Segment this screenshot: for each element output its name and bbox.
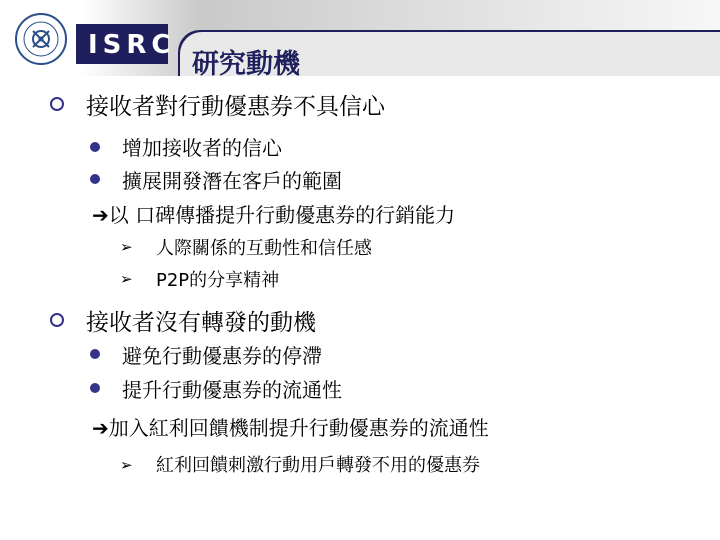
bullet-dot-icon <box>90 349 100 359</box>
page-title: 研究動機 <box>192 49 300 80</box>
arrow-line <box>92 199 455 228</box>
bullet-dot-icon <box>90 174 100 184</box>
sub-bullet-arrowhead-icon: ➢ <box>120 238 133 256</box>
bullet-item: 提升行動優惠券的流通性 <box>122 378 342 402</box>
section-bullet-icon <box>50 97 64 111</box>
sub-bullet-arrowhead-icon: ➢ <box>120 270 133 288</box>
sub-bullet-arrowhead-icon: ➢ <box>120 456 133 474</box>
arrow-line <box>92 412 489 441</box>
section-heading: 接收者沒有轉發的動機 <box>86 310 316 336</box>
arrow-line-text: 以 口碑傳播提升行動優惠券的行銷能力 <box>108 203 456 227</box>
arrow-right-icon: ➔ <box>92 416 109 440</box>
bullet-dot-icon <box>90 142 100 152</box>
arrow-right-icon: ➔ <box>92 203 109 227</box>
sub-bullet-item: P2P的分享精神 <box>156 270 280 291</box>
sub-bullet-item: 人際關係的互動性和信任感 <box>156 238 372 259</box>
university-seal-logo <box>14 12 68 66</box>
bullet-item: 避免行動優惠券的停滯 <box>122 344 322 368</box>
sub-bullet-item: 紅利回饋刺激行動用戶轉發不用的優惠券 <box>156 455 480 476</box>
bullet-dot-icon <box>90 383 100 393</box>
bullet-item: 增加接收者的信心 <box>122 136 282 160</box>
bullet-item: 擴展開發潛在客戶的範圍 <box>122 169 342 193</box>
section-heading: 接收者對行動優惠券不具信心 <box>86 94 385 120</box>
arrow-line-text: 加入紅利回饋機制提升行動優惠券的流通性 <box>108 416 489 440</box>
isrc-logo-text: ISRC <box>88 30 176 60</box>
section-bullet-icon <box>50 313 64 327</box>
